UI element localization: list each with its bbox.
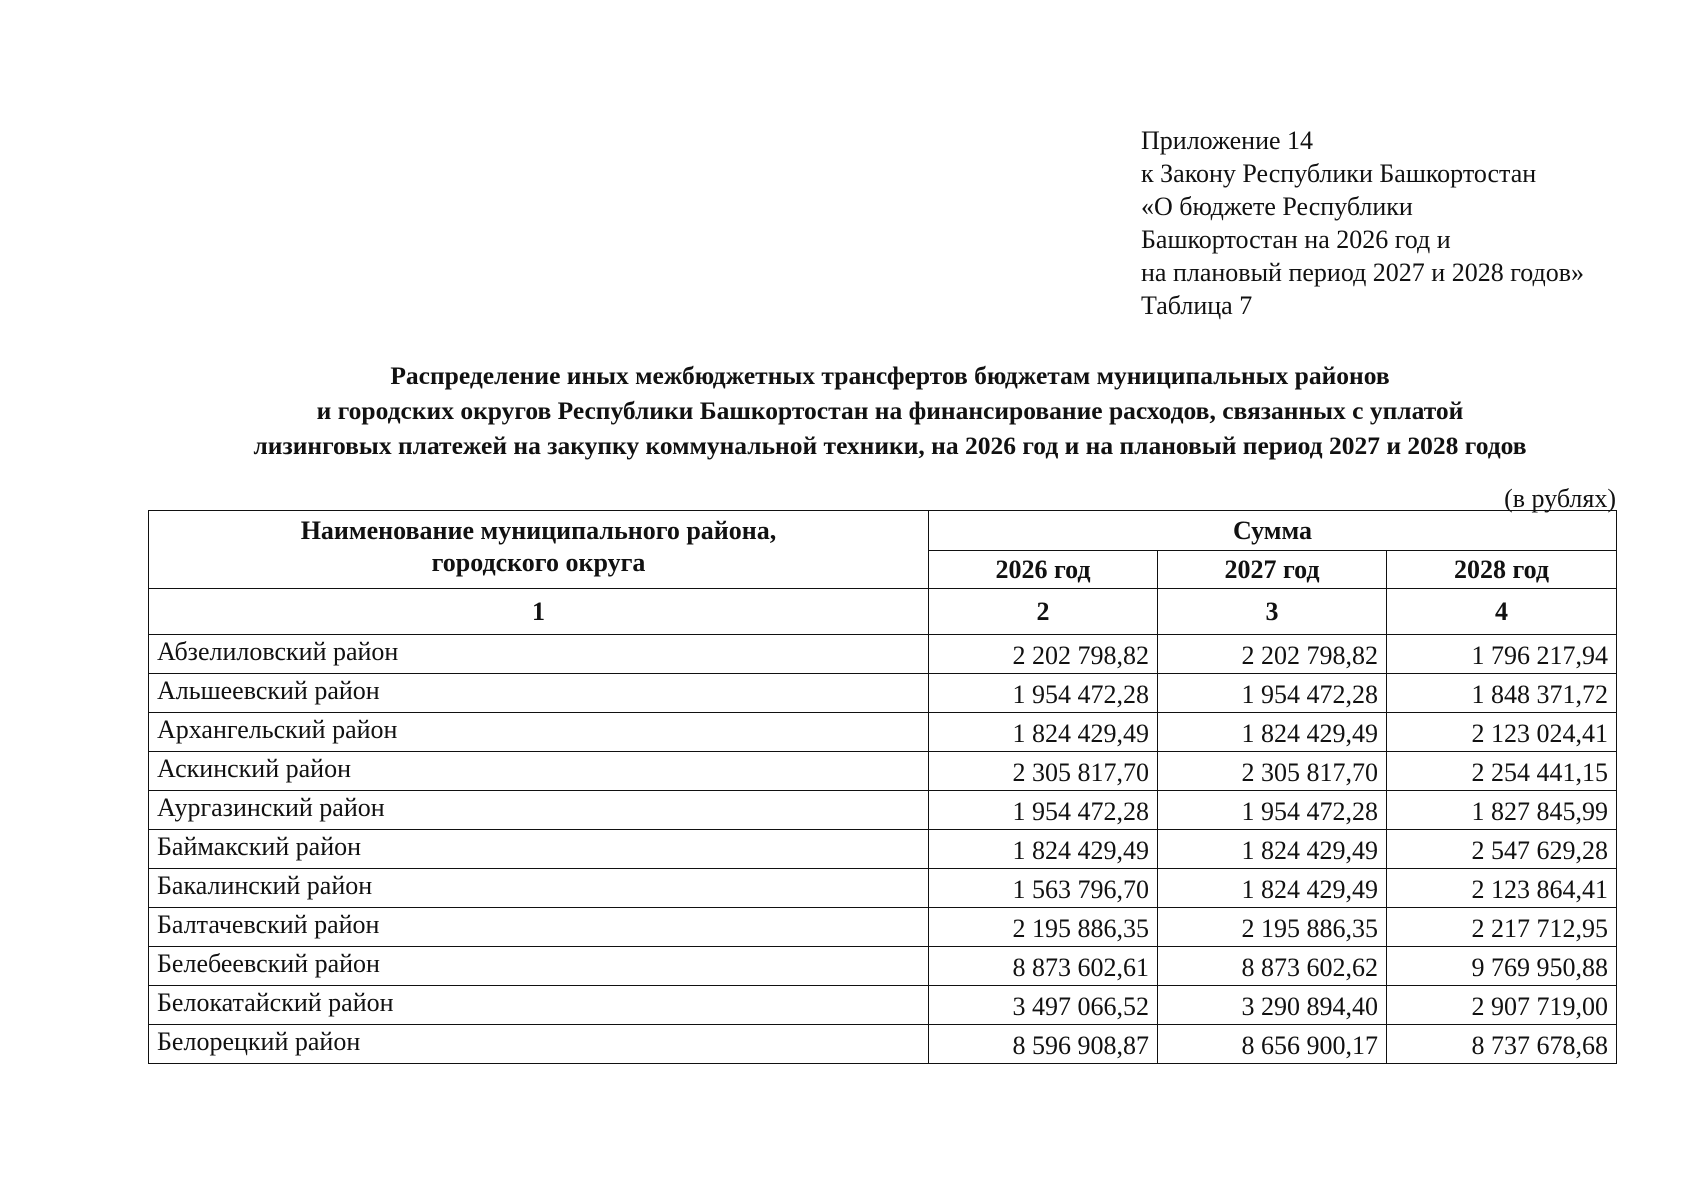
- amount-2027: 2 195 886,35: [1158, 908, 1387, 947]
- appendix-line: на плановый период 2027 и 2028 годов»: [1141, 258, 1584, 287]
- title-line: и городских округов Республики Башкортостан на финансирование расходов, связанных с уплатой: [316, 396, 1464, 425]
- amount-2028: 2 123 864,41: [1387, 869, 1617, 908]
- district-name: Белебеевский район: [149, 947, 929, 986]
- header-name-line1: Наименование муниципального района,: [300, 516, 777, 545]
- amount-2028: 1 796 217,94: [1387, 635, 1617, 674]
- title-line: лизинговых платежей на закупку коммунальной техники, на 2026 год и на плановый период 2027 и 2028 годов: [253, 431, 1527, 460]
- document-title: [150, 358, 1630, 463]
- amount-2028: 1 827 845,99: [1387, 791, 1617, 830]
- table-row: [149, 791, 1617, 830]
- amount-2027: 1 954 472,28: [1158, 674, 1387, 713]
- amount-2028: 2 123 024,41: [1387, 713, 1617, 752]
- amount-2027: 1 824 429,49: [1158, 869, 1387, 908]
- column-number: 3: [1158, 589, 1387, 635]
- title-line: Распределение иных межбюджетных трансфертов бюджетам муниципальных районов: [390, 361, 1390, 390]
- column-number: 4: [1387, 589, 1617, 635]
- appendix-line: Башкортостан на 2026 год и: [1141, 225, 1451, 254]
- amount-2027: 8 656 900,17: [1158, 1025, 1387, 1064]
- amount-2026: 3 497 066,52: [929, 986, 1158, 1025]
- amount-2026: 2 202 798,82: [929, 635, 1158, 674]
- header-name-line2: городского округа: [431, 548, 646, 577]
- header-name-column: [149, 511, 929, 589]
- district-name: Балтачевский район: [149, 908, 929, 947]
- units-note: (в рублях): [1504, 484, 1616, 513]
- amount-2026: 2 305 817,70: [929, 752, 1158, 791]
- amount-2027: 2 202 798,82: [1158, 635, 1387, 674]
- column-number: 1: [149, 589, 929, 635]
- table-row: [149, 635, 1617, 674]
- header-year-2028: 2028 год: [1387, 551, 1617, 589]
- amount-2028: 2 907 719,00: [1387, 986, 1617, 1025]
- amount-2026: 1 954 472,28: [929, 674, 1158, 713]
- header-sum: Сумма: [929, 511, 1617, 551]
- amount-2028: 2 547 629,28: [1387, 830, 1617, 869]
- table-row: [149, 908, 1617, 947]
- district-name: Альшеевский район: [149, 674, 929, 713]
- amount-2026: 1 954 472,28: [929, 791, 1158, 830]
- appendix-line: Приложение 14: [1141, 126, 1314, 155]
- amount-2028: 9 769 950,88: [1387, 947, 1617, 986]
- appendix-reference: [1141, 124, 1584, 322]
- amount-2026: 1 824 429,49: [929, 713, 1158, 752]
- header-year-2027: 2027 год: [1158, 551, 1387, 589]
- appendix-line: Таблица 7: [1141, 291, 1253, 320]
- amount-2028: 1 848 371,72: [1387, 674, 1617, 713]
- amount-2028: 2 254 441,15: [1387, 752, 1617, 791]
- amount-2027: 3 290 894,40: [1158, 986, 1387, 1025]
- amount-2026: 8 596 908,87: [929, 1025, 1158, 1064]
- table-row: [149, 1025, 1617, 1064]
- table-row: [149, 947, 1617, 986]
- amount-2026: 1 563 796,70: [929, 869, 1158, 908]
- district-name: Абзелиловский район: [149, 635, 929, 674]
- amount-2027: 1 954 472,28: [1158, 791, 1387, 830]
- amount-2028: 8 737 678,68: [1387, 1025, 1617, 1064]
- amount-2026: 8 873 602,61: [929, 947, 1158, 986]
- amount-2028: 2 217 712,95: [1387, 908, 1617, 947]
- district-name: Бакалинский район: [149, 869, 929, 908]
- table-row: [149, 752, 1617, 791]
- amount-2027: 1 824 429,49: [1158, 713, 1387, 752]
- district-name: Архангельский район: [149, 713, 929, 752]
- amount-2026: 2 195 886,35: [929, 908, 1158, 947]
- district-name: Аургазинский район: [149, 791, 929, 830]
- transfers-table: [148, 510, 1617, 1064]
- column-number: 2: [929, 589, 1158, 635]
- district-name: Аскинский район: [149, 752, 929, 791]
- district-name: Баймакский район: [149, 830, 929, 869]
- appendix-line: «О бюджете Республики: [1141, 192, 1413, 221]
- amount-2027: 8 873 602,62: [1158, 947, 1387, 986]
- district-name: Белорецкий район: [149, 1025, 929, 1064]
- amount-2027: 2 305 817,70: [1158, 752, 1387, 791]
- table-row: [149, 986, 1617, 1025]
- table-row: [149, 713, 1617, 752]
- table-row: [149, 674, 1617, 713]
- amount-2026: 1 824 429,49: [929, 830, 1158, 869]
- appendix-line: к Закону Республики Башкортостан: [1141, 159, 1537, 188]
- district-name: Белокатайский район: [149, 986, 929, 1025]
- header-year-2026: 2026 год: [929, 551, 1158, 589]
- table-row: [149, 830, 1617, 869]
- table-row: [149, 869, 1617, 908]
- amount-2027: 1 824 429,49: [1158, 830, 1387, 869]
